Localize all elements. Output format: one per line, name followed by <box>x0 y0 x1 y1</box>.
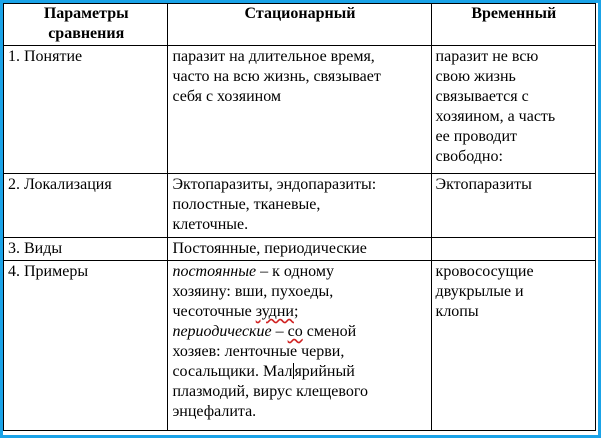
cell-line: хозяев: ленточные черви, <box>172 343 345 360</box>
cell-line: паразит не всю <box>435 48 539 65</box>
header-temporary: Временный <box>431 4 595 46</box>
comparison-table <box>3 3 596 431</box>
row-temporary-cell <box>431 261 595 431</box>
row-stationary-cell <box>168 174 431 238</box>
row-stationary-cell <box>168 46 431 174</box>
cell-line: Постоянные, периодические <box>172 240 367 257</box>
italic-term: периодические <box>172 323 272 340</box>
cell-line: связывается с <box>435 88 529 105</box>
header-stationary: Стационарный <box>168 4 431 46</box>
table-row <box>4 46 596 174</box>
spellcheck-word: зудни <box>255 303 294 320</box>
row-stationary-cell <box>168 238 431 261</box>
cell-line: полостные, тканевые, <box>172 196 321 213</box>
row-temporary-cell <box>431 238 595 261</box>
spellcheck-word: со <box>287 323 303 340</box>
cell-line: свободно: <box>435 148 503 165</box>
row-temporary-cell <box>431 174 595 238</box>
cell-line: паразит на длительное время, <box>172 48 375 65</box>
cell-text: сосальщики. Мал <box>172 363 293 380</box>
cell-text: ярийный <box>294 363 355 380</box>
cell-text: – <box>271 323 288 340</box>
cell-line: Эктопаразиты, эндопаразиты: <box>172 176 377 193</box>
cell-text: чесоточные <box>172 303 256 320</box>
cell-line: свою жизнь <box>435 68 516 85</box>
cell-line <box>172 302 427 322</box>
cell-text: сменой <box>302 323 357 340</box>
row-param-label: 2. Локализация <box>4 174 168 238</box>
cell-line <box>172 362 427 382</box>
header-parameters <box>4 4 168 46</box>
cell-line: хозяину: вши, пухоеды, <box>172 283 334 300</box>
cell-text: – к одному <box>256 263 334 280</box>
row-stationary-cell <box>168 261 431 431</box>
row-param-label: 1. Понятие <box>4 46 168 174</box>
row-temporary-cell <box>431 46 595 174</box>
cell-line: хозяином, а часть <box>435 108 556 125</box>
table-row <box>4 261 596 431</box>
table-header-row <box>4 4 596 46</box>
cell-line: Эктопаразиты <box>435 176 532 193</box>
cell-line: часто на всю жизнь, связывает <box>172 68 381 85</box>
table-row <box>4 174 596 238</box>
cell-line: плазмодий, вирус клещевого <box>172 383 369 400</box>
cell-line <box>172 262 427 282</box>
cell-line: энцефалита. <box>172 403 257 420</box>
cell-line: клеточные. <box>172 216 249 233</box>
cell-line: кровососущие <box>435 263 534 280</box>
header-parameters-line1: Параметры <box>43 5 129 22</box>
cell-line: ее проводит <box>435 128 517 145</box>
cell-line: двукрылые и <box>435 283 524 300</box>
cell-line: себя с хозяином <box>172 88 282 105</box>
italic-term: постоянные <box>172 263 257 280</box>
cell-line <box>172 322 427 342</box>
header-parameters-line2: сравнения <box>48 25 125 42</box>
cell-line: клопы <box>435 303 479 320</box>
cell-text: ; <box>293 303 299 320</box>
table-row <box>4 238 596 261</box>
row-param-label: 3. Виды <box>4 238 168 261</box>
row-param-label: 4. Примеры <box>4 261 168 431</box>
